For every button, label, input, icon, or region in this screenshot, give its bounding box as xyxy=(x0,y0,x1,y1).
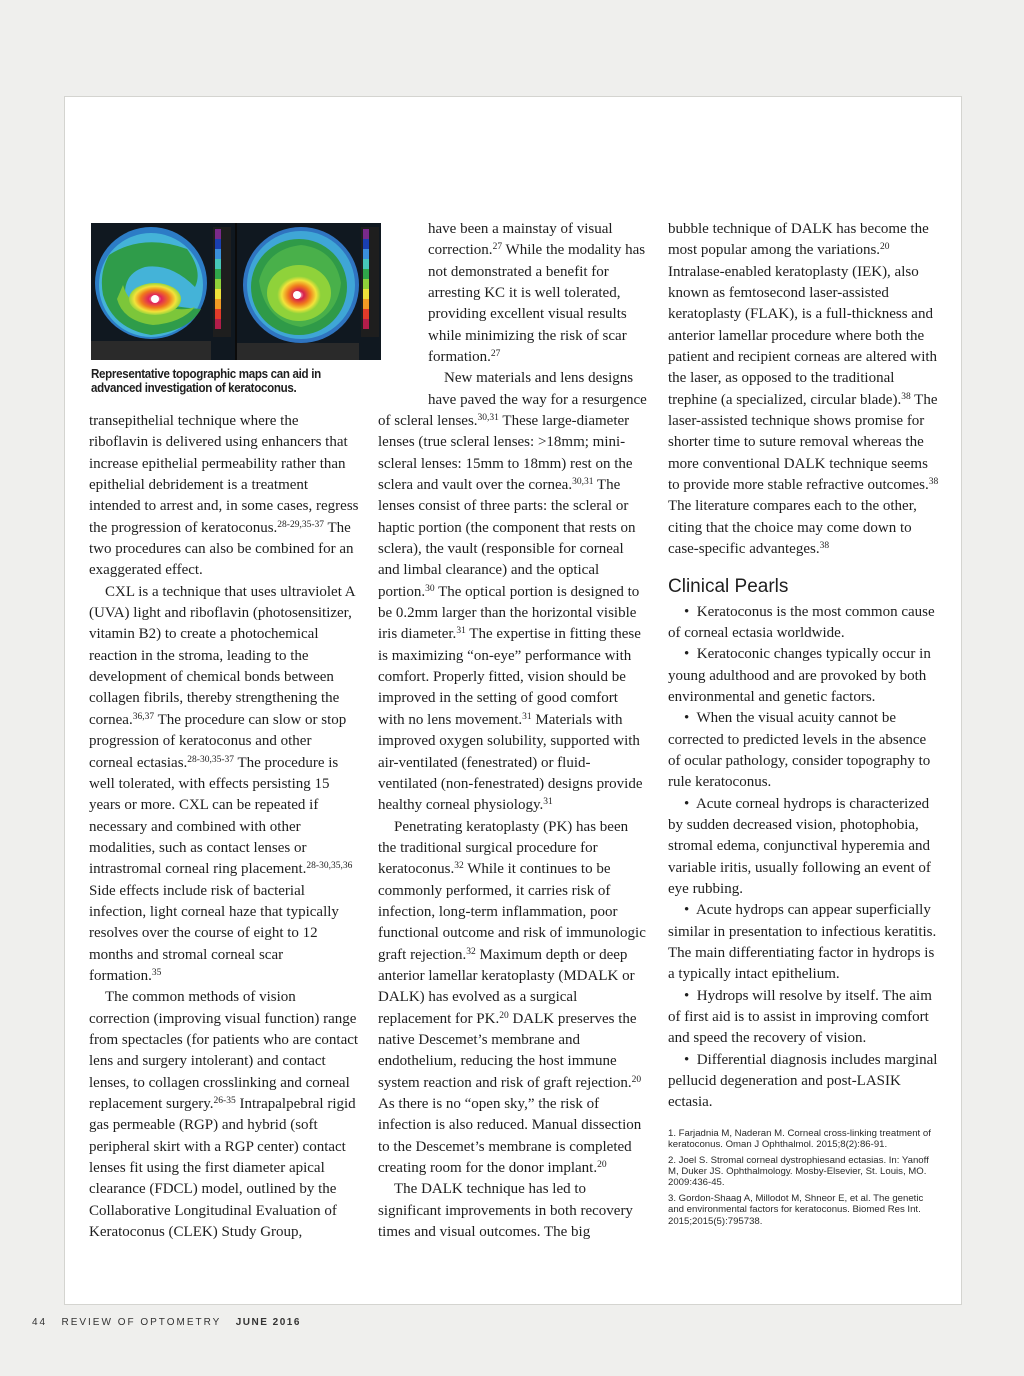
topography-map-left xyxy=(91,223,235,360)
publication-name: REVIEW OF OPTOMETRY xyxy=(61,1317,222,1328)
col1-paragraph-2: CXL is a technique that uses ultraviolet A (UVA) light and riboflavin (photosensitizer, vitamin B2) to create a photochemical reaction in the stroma, leading to the development of chemical bonds between collagen fibrils, thereby strengthening the cornea.$^{36,37}$ The procedure can slow or stop progression of keratoconus and other corneal ectasias.$^{28-30,35-37}$ The procedure is well tolerated, with effects persisting 15 years or more. CXL can be repeated if necessary and combined with other modalities, such as contact lenses or intrastromal corneal ring placement.$^{28-30,35,36}$ Side effects include risk of bacterial infection, light corneal haze that typically resolves over the course of eight to 12 months and stromal corneal scar formation.$^{35}$ xyxy=(89,583,355,984)
pearl-item: • When the visual acuity cannot be corrected to predicted levels in the absence of ocular pathology, consider topography to rule keratoconus. xyxy=(668,710,931,791)
references-list xyxy=(668,1128,940,1227)
col2-paragraph-3: Penetrating keratoplasty (PK) has been the traditional surgical procedure for keratoconus.$^{32}$ While it continues to be commonly performed, it carries risk of infection, long-term inflammation, poor functional outcome and risk of immunologic graft rejection.$^{32}$ Maximum depth or deep anterior lamellar keratoplasty (MDALK or DALK) has evolved as a surgical replacement for PK.$^{20}$ DALK preserves the native Descemet’s membrane and endothelium, reducing the host immune system reaction and risk of graft rejection.$^{20}$ As there is no “open sky,” the risk of infection is also reduced. Manual dissection to the Descemet’s membrane is completed creating room for the donor implant.$^{20}$ xyxy=(378,818,646,1177)
col1-paragraph-1: transepithelial technique where the riboflavin is delivered using enhancers that increase epithelial permeability rather than epithelial debridement is a treatment intended to arrest and, in some cases, regress the progression of keratoconus.$^{28-29,35-37}$ The two procedures can also be combined for an exaggerated effect. xyxy=(89,413,359,579)
page-footer xyxy=(32,1317,301,1328)
page-number: 44 xyxy=(32,1317,48,1328)
pearl-item: • Keratoconus is the most common cause of corneal ectasia worldwide. xyxy=(668,603,935,641)
col1-paragraph-3: The common methods of vision correction (improving visual function) range from spectacles (for patients who are contact lens and surgery intolerant) and contact lenses, to collagen crosslinking and corneal replacement surgery.$^{26-35}$ Intrapalpebral rigid gas permeable (RGP) and hybrid (soft peripheral skirt with a RGP center) contact lenses fit using the first diameter apical clearance (FDCL) model, outlined by the Collaborative Longitudinal Evaluation of Keratoconus (CLEK) Study Group, xyxy=(89,989,359,1241)
pearl-item: • Differential diagnosis includes marginal pellucid degeneration and post-LASIK ectasia. xyxy=(668,1051,938,1111)
col2-paragraph-4: The DALK technique has led to significant improvements in both recovery times and visual outcomes. The big xyxy=(378,1181,633,1241)
pearl-item: • Acute corneal hydrops is characterized by sudden decreased vision, photophobia, stromal edema, conjunctival hyperemia and variable iritis, usually following an event of eye rubbing. xyxy=(668,795,931,897)
topography-map-right xyxy=(237,223,381,360)
col2-paragraph-2-lead: New materials and lens designs have paved the way for a resurgence xyxy=(428,370,647,408)
pearl-item: • Hydrops will resolve by itself. The aim of first aid is to assist in improving comfort and speed the recovery of vision. xyxy=(668,987,932,1047)
issue-date: JUNE 2016 xyxy=(235,1317,301,1328)
column-2 xyxy=(378,219,648,411)
col2-paragraph-2 xyxy=(378,368,648,411)
column-3 xyxy=(668,219,940,1231)
article-page xyxy=(64,96,962,1305)
column-2-continued xyxy=(378,411,648,1243)
clinical-pearls-list xyxy=(668,602,940,1114)
col2-paragraph-2-body: of scleral lenses.$^{30,31}$ These large-diameter lenses (true scleral lenses: >18mm; mini-scleral lenses: 15mm to 18mm) rest on the sclera and vault over the cornea.$^{30,31}$ The lenses consist of three parts: the scleral or haptic portion (the component that rests on sclera), the vault (responsible for corneal and limbal clearance) and the optical portion.$^{30}$ The optical portion is designed to be 0.2mm larger than the horizontal visible iris diameter.$^{31}$ The expertise in fitting these is maximizing “on-eye” performance with comfort. Properly fitted, vision should be improved in the setting of good comfort with no lens movement.$^{31}$ Materials with improved oxygen solubility, supported with air-ventilated (fenestrated) or fluid-ventilated (non-fenestrated) designs provide healthy corneal physiology.$^{31}$ xyxy=(378,413,643,814)
figure-caption: Representative topographic maps can aid in advanced investigation of keratoconus. xyxy=(91,367,321,395)
column-1 xyxy=(89,411,359,1243)
clinical-pearls-heading: Clinical Pearls xyxy=(668,575,789,597)
pearl-item: • Acute hydrops can appear superficially similar in presentation to infectious keratitis. The main differentiating factor in hydrops is a typically intact epithelium. xyxy=(668,902,937,983)
pearl-item: • Keratoconic changes typically occur in young adulthood and are provoked by both environmental and genetic factors. xyxy=(668,646,931,705)
reference-item: 2. Joel S. Stromal corneal dystrophiesand ectasias. In: Yanoff M, Duker JS. Ophthalmology. Mosby-Elsevier, St. Louis, MO. 2009:436-45. xyxy=(668,1154,929,1189)
col3-paragraph-1: bubble technique of DALK has become the most popular among the variations.$^{20}$ Intralase-enabled keratoplasty (IEK), also known as femtosecond laser-assisted keratoplasty (FLAK), is a full-thickness and anterior lamellar procedure where both the patient and recipient corneas are altered with the laser, as opposed to the traditional trephine (a specialized, circular blade).$^{38}$ The laser-assisted technique shows promise for shorter time to suture removal whereas the more conventional DALK technique seems to provide more stable refractive outcomes.$^{38}$ The literature compares each to the other, citing that the choice may come down to case-specific advanteges.$^{38}$ xyxy=(668,221,939,558)
topography-figure xyxy=(91,223,381,360)
reference-item: 3. Gordon-Shaag A, Millodot M, Shneor E, et al. The genetic and environmental factors for keratoconus. Biomed Res Int. 2015;2015(5):795738. xyxy=(668,1192,924,1227)
reference-item: 1. Farjadnia M, Naderan M. Corneal cross-linking treatment of keratoconus. Oman J Ophthalmol. 2015;8(2):86-91. xyxy=(668,1127,931,1151)
col2-paragraph-1: have been a mainstay of visual correction.$^{27}$ While the modality has not demonstrated a benefit for arresting KC it is well tolerated, providing excellent visual results while minimizing the risk of scar formation.$^{27}$ xyxy=(428,221,646,366)
